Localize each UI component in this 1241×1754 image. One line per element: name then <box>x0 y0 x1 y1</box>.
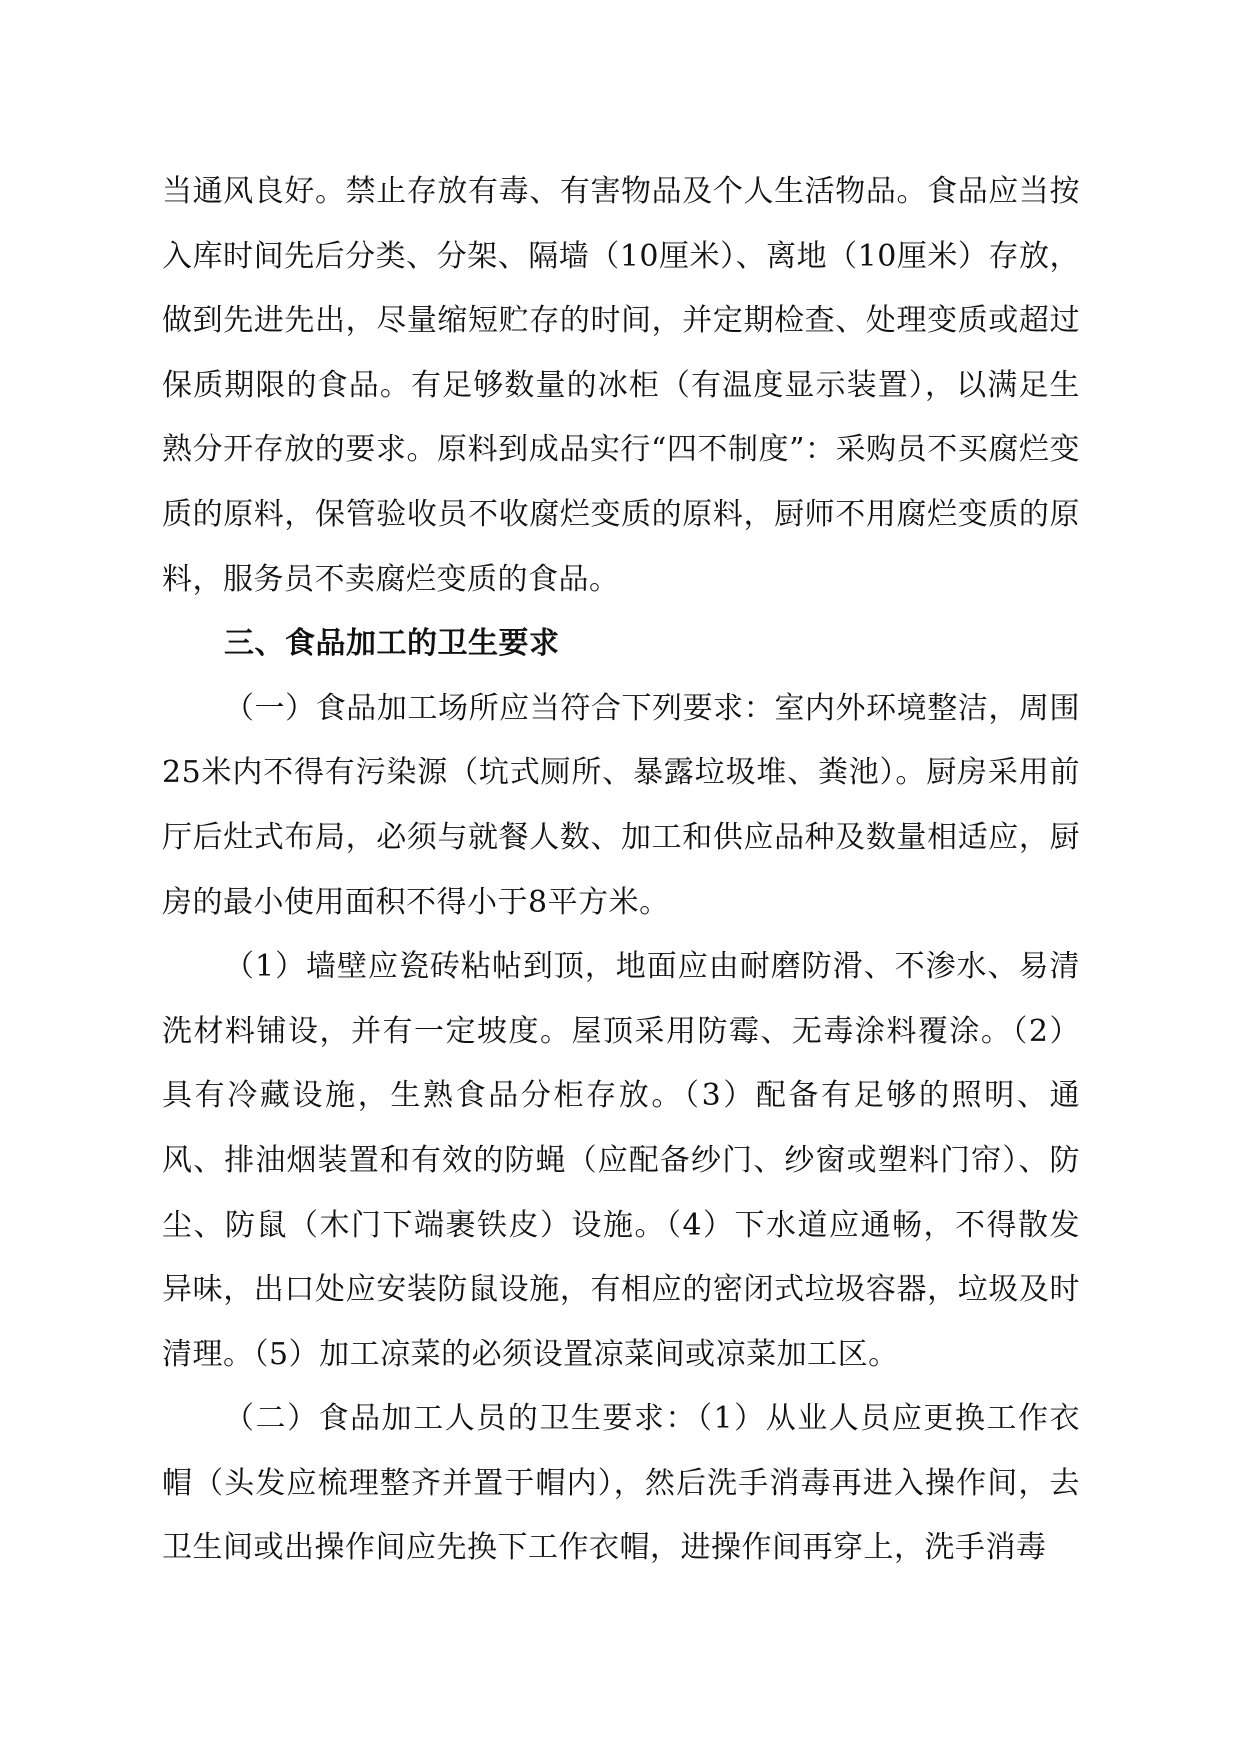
paragraph-staff-hygiene-requirements: （二）食品加工人员的卫生要求：（1）从业人员应更换工作衣帽（头发应梳理整齐并置于帽内），然后洗手消毒再进入操作间，去卫生间或出操作间应先换下工作衣帽，进操作间再穿上，洗手消毒 <box>162 1401 1080 1566</box>
section-heading-food-processing-hygiene: 三、食品加工的卫生要求 <box>224 626 560 662</box>
paragraph-processing-site-requirements: （一）食品加工场所应当符合下列要求：室内外环境整洁，周围25米内不得有污染源（坑式厕所、暴露垃圾堆、粪池）。厨房采用前厅后灶式布局，必须与就餐人数、加工和供应品种及数量相适应，厨房的最小使用面积不得小于8平方米。 <box>162 690 1080 920</box>
paragraph-storage-requirements: 当通风良好。禁止存放有毒、有害物品及个人生活物品。食品应当按入库时间先后分类、分架、隔墙（10厘米）、离地（10厘米）存放，做到先进先出，尽量缩短贮存的时间，并定期检查、处理变质或超过保质期限的食品。有足够数量的冰柜（有温度显示装置），以满足生熟分开存放的要求。原料到成品实行“四不制度”：采购员不买腐烂变质的原料，保管验收员不收腐烂变质的原料，厨师不用腐烂变质的原料，服务员不卖腐烂变质的食品。 <box>162 174 1080 597</box>
document-body <box>162 160 1080 1581</box>
paragraph-facility-details: （1）墙壁应瓷砖粘帖到顶，地面应由耐磨防滑、不渗水、易清洗材料铺设，并有一定坡度。屋顶采用防霉、无毒涂料覆涂。（2）具有冷藏设施，生熟食品分柜存放。（3）配备有足够的照明、通风、排油烟装置和有效的防蝇（应配备纱门、纱窗或塑料门帘）、防尘、防鼠（木门下端裹铁皮）设施。（4）下水道应通畅，不得散发异味，出口处应安装防鼠设施，有相应的密闭式垃圾容器，垃圾及时清理。（5）加工凉菜的必须设置凉菜间或凉菜加工区。 <box>162 949 1080 1372</box>
